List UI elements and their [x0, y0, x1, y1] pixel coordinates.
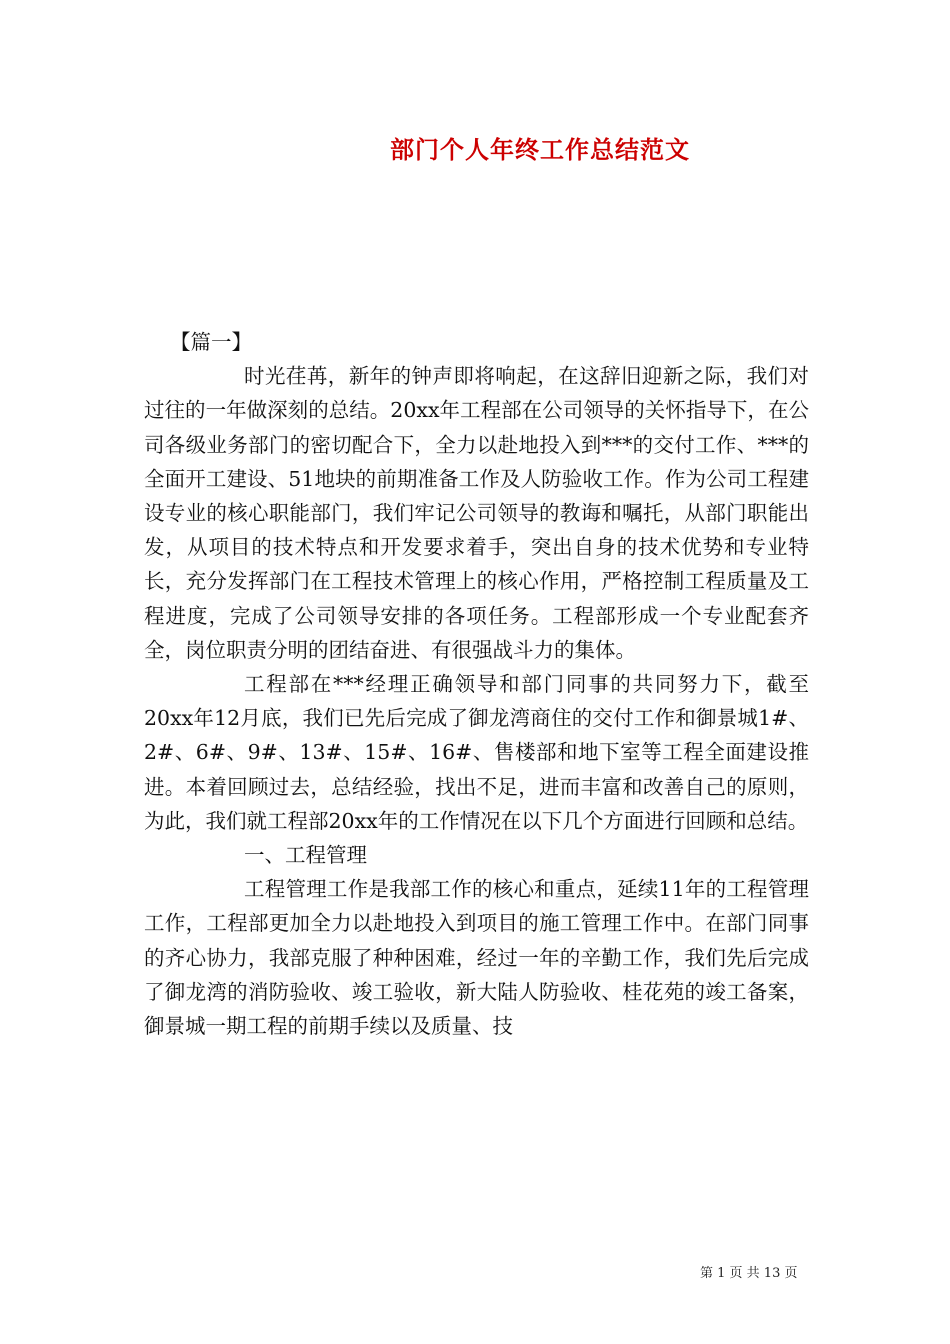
document-title: 部门个人年终工作总结范文	[390, 135, 690, 164]
page-number-footer: 第 1 页 共 13 页	[700, 1266, 798, 1281]
section-label: 【篇一】	[170, 330, 252, 354]
paragraph-1: 时光荏苒，新年的钟声即将响起，在这辞旧迎新之际，我们对过往的一年做深刻的总结。20xx年工程部在公司领导的关怀指导下，在公司各级业务部门的密切配合下，全力以赴地投入到***的交付工作、***的全面开工建设、51地块的前期准备工作及人防验收工作。作为公司工程建设专业的核心职能部门，我们牢记公司领导的教诲和嘱托，从部门职能出发，从项目的技术特点和开发要求着手，突出自身的技术优势和专业特长，充分发挥部门在工程技术管理上的核心作用，严格控制工程质量及工程进度，完成了公司领导安排的各项任务。工程部形成一个专业配套齐全，岗位职责分明的团结奋进、有很强战斗力的集体。	[144, 364, 809, 662]
paragraph-2: 工程部在***经理正确领导和部门同事的共同努力下，截至20xx年12月底，我们已先后完成了御龙湾商住的交付工作和御景城1#、2#、6#、9#、13#、15#、16#、售楼部和地下室等工程全面建设推进。本着回顾过去，总结经验，找出不足，进而丰富和改善自己的原则，为此，我们就工程部20xx年的工作情况在以下几个方面进行回顾和总结。	[144, 672, 809, 833]
paragraph-3: 工程管理工作是我部工作的核心和重点，延续11年的工程管理工作，工程部更加全力以赴地投入到项目的施工管理工作中。在部门同事的齐心协力，我部克服了种种困难，经过一年的辛勤工作，我们先后完成了御龙湾的消防验收、竣工验收，新大陆人防验收、桂花苑的竣工备案，御景城一期工程的前期手续以及质量、技	[144, 877, 809, 1039]
subheading-engineering-management: 一、工程管理	[244, 843, 367, 868]
document-body	[144, 325, 809, 1043]
